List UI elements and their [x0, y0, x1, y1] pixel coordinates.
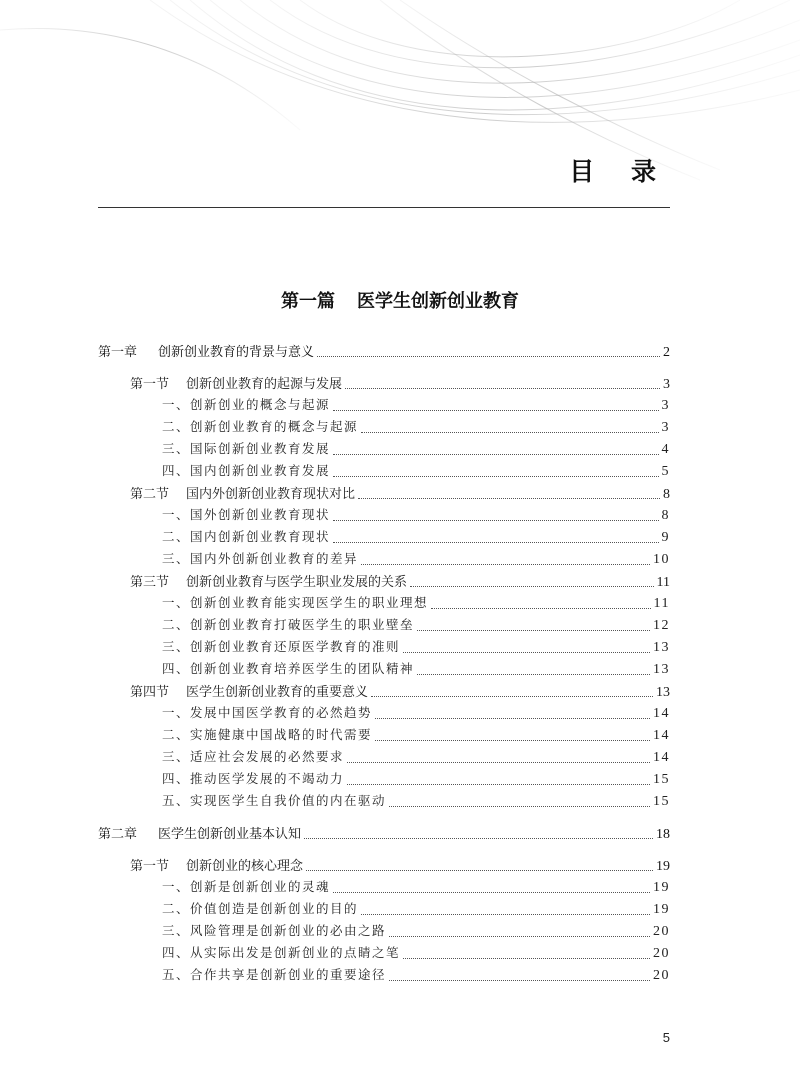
page-ref: 15 [653, 772, 670, 787]
item-title: 三、国内外创新创业教育的差异 [162, 551, 359, 566]
toc-section-row[interactable] [98, 855, 670, 877]
item-title: 一、发展中国医学教育的必然趋势 [162, 705, 373, 720]
page-ref: 19 [656, 859, 670, 874]
page-ref: 4 [661, 442, 670, 457]
page-ref: 13 [653, 662, 670, 677]
page-ref: 19 [653, 880, 670, 895]
leader-dots [375, 718, 650, 719]
toc-item-row[interactable] [98, 461, 670, 483]
item-title: 二、价值创造是创新创业的目的 [162, 901, 359, 916]
toc-section-row[interactable] [98, 571, 670, 593]
toc-item-row[interactable] [98, 615, 670, 637]
section-title: 创新创业教育与医学生职业发展的关系 [186, 575, 408, 590]
leader-dots [317, 356, 660, 357]
page-ref: 14 [653, 728, 670, 743]
toc-item-row[interactable] [98, 395, 670, 417]
leader-dots [333, 520, 658, 521]
toc-chapter-row[interactable] [98, 823, 670, 845]
toc-item-row[interactable] [98, 921, 670, 943]
item-title: 五、合作共享是创新创业的重要途径 [162, 967, 387, 982]
toc-item-row[interactable] [98, 877, 670, 899]
leader-dots [410, 586, 654, 587]
leader-dots [345, 388, 660, 389]
item-title: 四、从实际出发是创新创业的点睛之笔 [162, 945, 401, 960]
page-ref: 13 [656, 685, 670, 700]
page-ref: 14 [653, 706, 670, 721]
leader-dots [361, 564, 650, 565]
item-title: 四、创新创业教育培养医学生的团队精神 [162, 661, 415, 676]
page-ref: 5 [661, 464, 670, 479]
section-number: 第四节 [130, 685, 170, 700]
toc-item-row[interactable] [98, 527, 670, 549]
item-title: 二、创新创业教育打破医学生的职业壁垒 [162, 617, 415, 632]
toc-item-row[interactable] [98, 703, 670, 725]
leader-dots [389, 936, 650, 937]
part-label: 第一篇 [281, 291, 335, 312]
item-title: 二、国内创新创业教育现状 [162, 529, 331, 544]
item-title: 五、实现医学生自我价值的内在驱动 [162, 793, 387, 808]
toc-item-row[interactable] [98, 637, 670, 659]
item-title: 三、国际创新创业教育发展 [162, 441, 331, 456]
leader-dots [431, 608, 651, 609]
item-title: 一、国外创新创业教育现状 [162, 507, 331, 522]
section-title: 医学生创新创业教育的重要意义 [186, 685, 369, 700]
toc-item-row[interactable] [98, 417, 670, 439]
toc-item-row[interactable] [98, 439, 670, 461]
leader-dots [417, 674, 650, 675]
item-title: 一、创新创业教育能实现医学生的职业理想 [162, 595, 429, 610]
leader-dots [333, 542, 658, 543]
page-ref: 14 [653, 750, 670, 765]
page-ref: 9 [661, 530, 670, 545]
leader-dots [403, 652, 650, 653]
toc-item-row[interactable] [98, 549, 670, 571]
leader-dots [403, 958, 650, 959]
page-ref: 12 [653, 618, 670, 633]
leader-dots [304, 838, 653, 839]
toc-item-row[interactable] [98, 725, 670, 747]
header-swoosh-decoration [0, 0, 800, 200]
item-title: 一、创新是创新创业的灵魂 [162, 879, 331, 894]
toc-section-row[interactable] [98, 483, 670, 505]
leader-dots [306, 870, 653, 871]
page-ref: 20 [653, 924, 670, 939]
leader-dots [389, 806, 650, 807]
item-title: 一、创新创业的概念与起源 [162, 397, 331, 412]
leader-dots [333, 410, 658, 411]
part-heading [0, 287, 800, 313]
chapter-title: 创新创业教育的背景与意义 [158, 345, 315, 360]
leader-dots [347, 784, 650, 785]
page-ref: 19 [653, 902, 670, 917]
section-number: 第一节 [130, 377, 170, 392]
table-of-contents [98, 341, 670, 987]
leader-dots [358, 498, 660, 499]
leader-dots [333, 476, 658, 477]
toc-item-row[interactable] [98, 943, 670, 965]
page-ref: 20 [653, 946, 670, 961]
page-ref: 10 [653, 552, 670, 567]
page-ref: 2 [663, 345, 670, 360]
toc-chapter-row[interactable] [98, 341, 670, 363]
chapter-number: 第二章 [98, 827, 138, 842]
leader-dots [333, 454, 658, 455]
page-ref: 11 [653, 596, 670, 611]
leader-dots [389, 980, 650, 981]
page-number: 5 [662, 1030, 670, 1045]
toc-item-row[interactable] [98, 593, 670, 615]
chapter-number: 第一章 [98, 345, 138, 360]
part-title: 医学生创新创业教育 [357, 291, 519, 312]
toc-item-row[interactable] [98, 747, 670, 769]
page-ref: 11 [656, 575, 670, 590]
section-number: 第三节 [130, 575, 170, 590]
page-ref: 8 [661, 508, 670, 523]
item-title: 四、推动医学发展的不竭动力 [162, 771, 345, 786]
toc-item-row[interactable] [98, 659, 670, 681]
toc-section-row[interactable] [98, 681, 670, 703]
page-ref: 18 [656, 827, 670, 842]
header-divider [98, 207, 670, 208]
section-number: 第一节 [130, 859, 170, 874]
toc-header-title: 目 录 [569, 157, 670, 186]
leader-dots [361, 914, 650, 915]
page-ref: 3 [661, 398, 670, 413]
toc-item-row[interactable] [98, 769, 670, 791]
leader-dots [417, 630, 650, 631]
leader-dots [347, 762, 650, 763]
toc-item-row[interactable] [98, 965, 670, 987]
page-ref: 15 [653, 794, 670, 809]
page-ref: 13 [653, 640, 670, 655]
leader-dots [361, 432, 658, 433]
section-title: 国内外创新创业教育现状对比 [186, 487, 356, 502]
item-title: 三、创新创业教育还原医学教育的准则 [162, 639, 401, 654]
leader-dots [371, 696, 653, 697]
item-title: 二、创新创业教育的概念与起源 [162, 419, 359, 434]
toc-section-row[interactable] [98, 373, 670, 395]
page-ref: 3 [661, 420, 670, 435]
section-title: 创新创业教育的起源与发展 [186, 377, 343, 392]
leader-dots [375, 740, 650, 741]
section-title: 创新创业的核心理念 [186, 859, 304, 874]
page-ref: 3 [663, 377, 670, 392]
toc-item-row[interactable] [98, 899, 670, 921]
item-title: 二、实施健康中国战略的时代需要 [162, 727, 373, 742]
chapter-title: 医学生创新创业基本认知 [158, 827, 302, 842]
item-title: 三、风险管理是创新创业的必由之路 [162, 923, 387, 938]
page-ref: 20 [653, 968, 670, 983]
toc-item-row[interactable] [98, 791, 670, 813]
section-number: 第二节 [130, 487, 170, 502]
leader-dots [333, 892, 650, 893]
item-title: 四、国内创新创业教育发展 [162, 463, 331, 478]
page-ref: 8 [663, 487, 670, 502]
toc-item-row[interactable] [98, 505, 670, 527]
item-title: 三、适应社会发展的必然要求 [162, 749, 345, 764]
